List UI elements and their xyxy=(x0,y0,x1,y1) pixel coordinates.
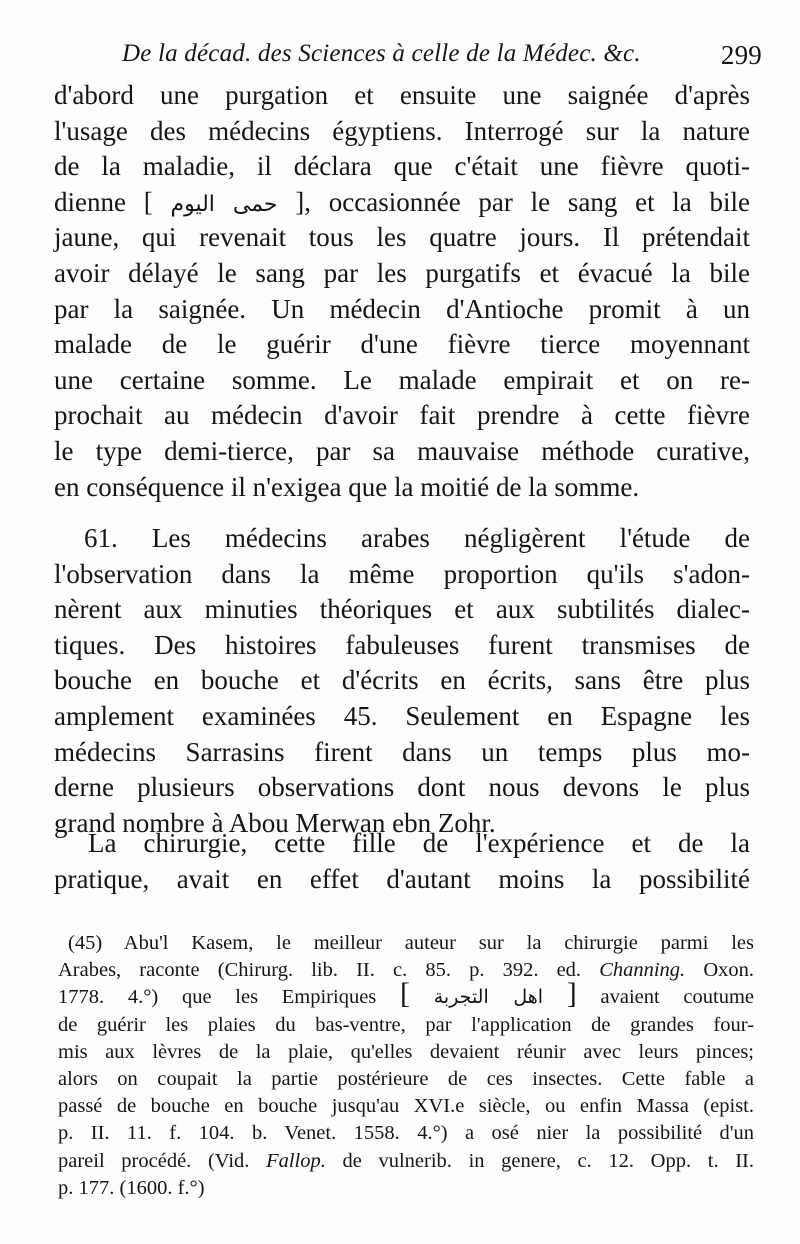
text-line: nèrent aux minuties théoriques et aux subtilités dialec- xyxy=(54,594,750,625)
text-line: pratique, avait en effet d'autant moins la possibilité xyxy=(54,863,750,894)
bracket-close: ] xyxy=(566,977,577,1011)
running-header xyxy=(122,40,762,80)
footnote-line: alors on coupait la partie postérieure de ces insectes. Cette fable a xyxy=(58,1067,754,1090)
text-line: malade de le guérir d'une fièvre tierce moyennant xyxy=(54,329,750,360)
bracket-open: [ xyxy=(400,977,410,1011)
arabic-term: حمى اليوم xyxy=(170,191,278,217)
text-line: d'abord une purgation et ensuite une saignée d'après xyxy=(54,80,750,110)
text-segment: ], occasionnée par le sang et la bile xyxy=(295,186,751,217)
paragraph-3 xyxy=(54,826,750,897)
text-line: amplement examinées 45. Seulement en Espagne les xyxy=(54,700,750,731)
text-segment: Arabes, raconte (Chirurg. lib. II. c. 85. p. 392. ed. xyxy=(58,959,582,982)
text-line: une certaine somme. Le malade empirait et on re- xyxy=(54,364,750,395)
text-line: de la maladie, il déclara que c'était une fièvre quoti- xyxy=(54,151,750,182)
text-line: l'usage des médecins égyptiens. Interrogé sur la nature xyxy=(54,115,750,146)
arabic-term: اهل التجربة xyxy=(433,986,544,1009)
text-segment: de vulnerib. in genere, c. 12. Opp. t. II. xyxy=(342,1149,754,1172)
text-segment: dienne [ xyxy=(54,186,153,217)
text-line: tiques. Des histoires fabuleuses furent transmises de xyxy=(54,629,750,660)
text-line: derne plusieurs observations dont nous devons le plus xyxy=(54,772,750,803)
text-line-with-arabic xyxy=(54,185,750,221)
page-number: 299 xyxy=(720,40,762,70)
text-line: le type demi-tierce, par sa mauvaise méthode curative, xyxy=(54,435,750,466)
footnote-line: mis aux lèvres de la plaie, qu'elles devaient réunir avec leurs pinces; xyxy=(58,1040,754,1063)
text-line: médecins Sarrasins firent dans un temps plus mo- xyxy=(54,736,750,767)
text-segment: Oxon. xyxy=(703,959,754,982)
footnote-line: passé de bouche en bouche jusqu'au XVI.e siècle, ou enfin Massa (epist. xyxy=(58,1095,754,1118)
paragraph-2 xyxy=(54,521,750,841)
footnote-line: (45) Abu'l Kasem, le meilleur auteur sur la chirurgie parmi les xyxy=(68,932,754,954)
text-segment: avaient coutume xyxy=(600,986,754,1009)
text-line: avoir délayé le sang par les purgatifs et évacué la bile xyxy=(54,257,750,288)
italic-citation: Fallop. xyxy=(266,1149,326,1172)
text-segment: 1778. 4.°) que les Empiriques xyxy=(58,986,377,1009)
text-line: prochait au médecin d'avoir fait prendre à cette fièvre xyxy=(54,400,750,431)
footnote-line: p. 177. (1600. f.°) xyxy=(58,1176,205,1199)
italic-citation: Channing. xyxy=(599,959,686,982)
text-line: grand nombre à Abou Merwan ebn Zohr. xyxy=(54,807,496,838)
footnote-line-with-arabic xyxy=(58,977,754,1011)
text-line: l'observation dans la même proportion qu'ils s'adon- xyxy=(54,558,750,589)
footnote-45 xyxy=(58,930,754,1202)
text-segment: pareil procédé. (Vid. xyxy=(58,1149,250,1172)
running-title: De la décad. des Sciences à celle de la Médec. &c. xyxy=(122,40,641,67)
text-line: en conséquence il n'exigea que la moitié de la somme. xyxy=(54,471,640,502)
text-line: La chirurgie, cette fille de l'expérience et de la xyxy=(88,828,750,858)
text-line: bouche en bouche et d'écrits en écrits, sans être plus xyxy=(54,665,750,696)
paragraph-1 xyxy=(54,78,750,505)
footnote-line xyxy=(58,1148,754,1175)
text-line: 61. Les médecins arabes négligèrent l'étude de xyxy=(84,523,750,553)
footnote-line: p. II. 11. f. 104. b. Venet. 1558. 4.°) a osé nier la possibilité d'un xyxy=(58,1122,754,1145)
text-line: jaune, qui revenait tous les quatre jours. Il prétendait xyxy=(54,222,750,253)
text-line: par la saignée. Un médecin d'Antioche promit à un xyxy=(54,293,750,324)
footnote-line: de guérir les plaies du bas-ventre, par l'application de grandes four- xyxy=(58,1013,754,1036)
